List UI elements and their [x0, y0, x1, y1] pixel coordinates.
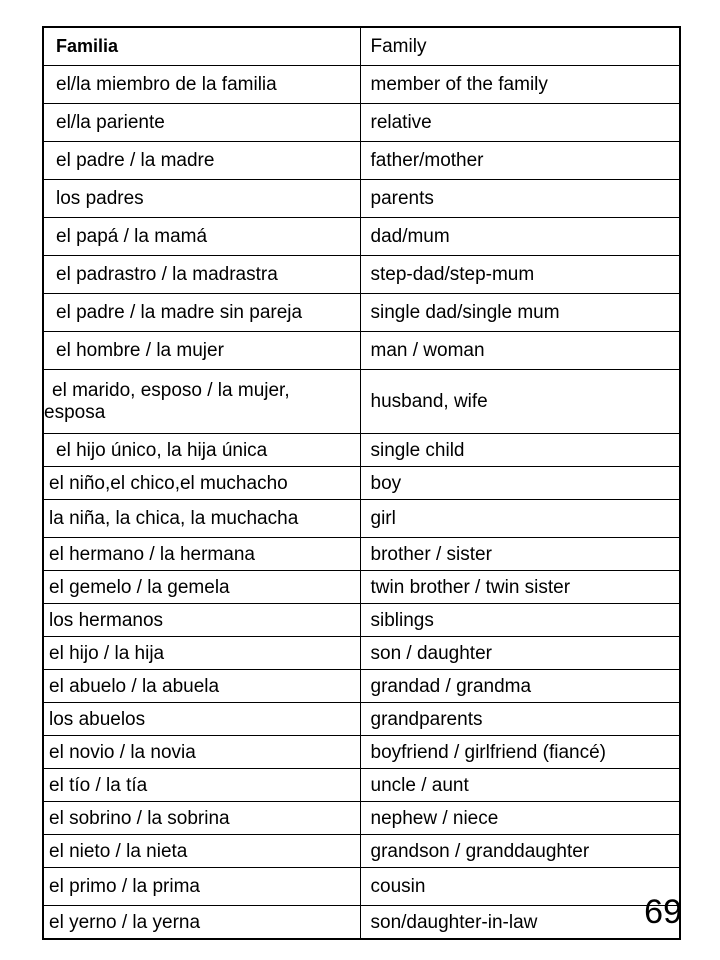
spanish-term-line-1: el marido, esposo / la mujer,	[52, 379, 290, 401]
table-row	[43, 736, 680, 769]
english-term: husband, wife	[360, 370, 680, 434]
header-english: Family	[360, 27, 680, 66]
table-row	[43, 294, 680, 332]
spanish-term: el niño,el chico,el muchacho	[43, 467, 360, 500]
spanish-term: el gemelo / la gemela	[43, 571, 360, 604]
table-row	[43, 835, 680, 868]
english-term: cousin	[360, 868, 680, 906]
table-row	[43, 434, 680, 467]
spanish-term: el yerno / la yerna	[43, 906, 360, 940]
spanish-term: el hijo / la hija	[43, 637, 360, 670]
table-row	[43, 332, 680, 370]
english-term: grandson / granddaughter	[360, 835, 680, 868]
table-row	[43, 218, 680, 256]
table-row	[43, 370, 680, 434]
english-term: siblings	[360, 604, 680, 637]
english-term: uncle / aunt	[360, 769, 680, 802]
english-term: brother / sister	[360, 538, 680, 571]
page-number: 69	[644, 893, 682, 931]
table-row	[43, 571, 680, 604]
english-term: single child	[360, 434, 680, 467]
english-term: girl	[360, 500, 680, 538]
table-row	[43, 104, 680, 142]
spanish-term: el hermano / la hermana	[43, 538, 360, 571]
spanish-term: el padre / la madre sin pareja	[43, 294, 360, 332]
english-term: member of the family	[360, 66, 680, 104]
vocabulary-table	[42, 26, 681, 940]
spanish-term-line-2: esposa	[44, 401, 106, 423]
spanish-term: el papá / la mamá	[43, 218, 360, 256]
english-term: dad/mum	[360, 218, 680, 256]
table-header-row	[43, 27, 680, 66]
spanish-term: el/la miembro de la familia	[43, 66, 360, 104]
spanish-term: los padres	[43, 180, 360, 218]
table-row	[43, 637, 680, 670]
english-term: boy	[360, 467, 680, 500]
table-row	[43, 500, 680, 538]
spanish-term	[43, 370, 360, 434]
table-row	[43, 703, 680, 736]
table-row	[43, 868, 680, 906]
english-term: twin brother / twin sister	[360, 571, 680, 604]
table-row	[43, 538, 680, 571]
english-term: single dad/single mum	[360, 294, 680, 332]
spanish-term: el padrastro / la madrastra	[43, 256, 360, 294]
table-row	[43, 670, 680, 703]
spanish-term: el/la pariente	[43, 104, 360, 142]
spanish-term: los abuelos	[43, 703, 360, 736]
spanish-term: el primo / la prima	[43, 868, 360, 906]
english-term: step-dad/step-mum	[360, 256, 680, 294]
table-row	[43, 769, 680, 802]
english-term: grandparents	[360, 703, 680, 736]
english-term: grandad / grandma	[360, 670, 680, 703]
english-term: son / daughter	[360, 637, 680, 670]
spanish-term: el novio / la novia	[43, 736, 360, 769]
table-row	[43, 66, 680, 104]
english-term: parents	[360, 180, 680, 218]
english-term: relative	[360, 104, 680, 142]
table-row	[43, 802, 680, 835]
spanish-term: el padre / la madre	[43, 142, 360, 180]
spanish-term: los hermanos	[43, 604, 360, 637]
table-row	[43, 604, 680, 637]
spanish-term: la niña, la chica, la muchacha	[43, 500, 360, 538]
english-term: boyfriend / girlfriend (fiancé)	[360, 736, 680, 769]
english-term: father/mother	[360, 142, 680, 180]
table-row	[43, 906, 680, 940]
table-row	[43, 256, 680, 294]
spanish-term: el sobrino / la sobrina	[43, 802, 360, 835]
spanish-term: el abuelo / la abuela	[43, 670, 360, 703]
spanish-term: el hijo único, la hija única	[43, 434, 360, 467]
english-term: nephew / niece	[360, 802, 680, 835]
table-row	[43, 467, 680, 500]
header-spanish-label: Familia	[56, 36, 119, 56]
spanish-term: el hombre / la mujer	[43, 332, 360, 370]
spanish-term: el nieto / la nieta	[43, 835, 360, 868]
table-row	[43, 180, 680, 218]
english-term: man / woman	[360, 332, 680, 370]
spanish-term: el tío / la tía	[43, 769, 360, 802]
header-spanish	[43, 27, 360, 66]
english-term: son/daughter-in-law	[360, 906, 680, 940]
table-row	[43, 142, 680, 180]
